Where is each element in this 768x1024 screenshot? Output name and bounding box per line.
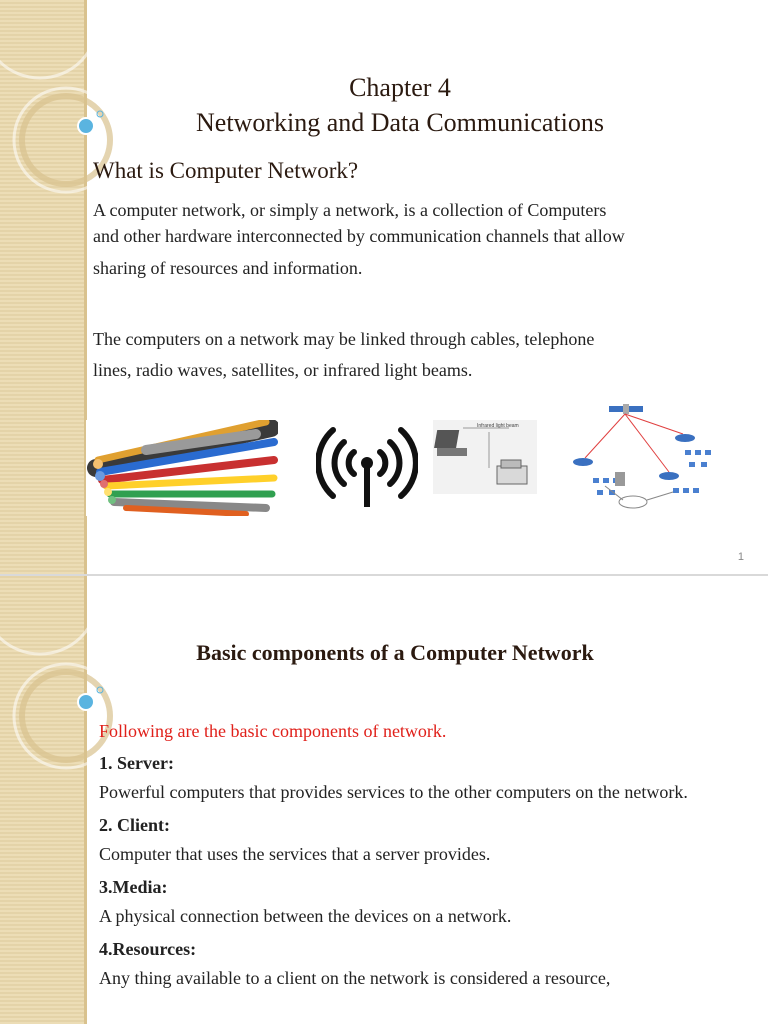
infrared-link-image (433, 420, 537, 494)
cables-image (86, 420, 278, 516)
components-list (99, 716, 739, 996)
paragraph-line: sharing of resources and information. (93, 258, 363, 278)
satellite-network-image (565, 400, 725, 518)
decorative-stripe (0, 0, 86, 574)
component-label-server: 1. Server: (99, 753, 174, 773)
components-intro: Following are the basic components of network. (99, 721, 447, 741)
component-desc-client: Computer that uses the services that a server provides. (99, 844, 491, 864)
paragraph-line: The computers on a network may be linked through cables, telephone (93, 329, 595, 349)
component-desc-server: Powerful computers that provides services to the other computers on the network. (99, 782, 688, 802)
component-label-client: 2. Client: (99, 815, 170, 835)
component-label-media: 3.Media: (99, 877, 168, 897)
chapter-title: Chapter 4 (349, 73, 451, 102)
links-paragraph (93, 324, 733, 386)
components-title: Basic components of a Computer Network (196, 640, 594, 665)
component-label-resources: 4.Resources: (99, 939, 197, 959)
definition-paragraph (93, 197, 733, 281)
component-desc-resources: Any thing available to a client on the network is considered a resource, (99, 968, 611, 988)
decorative-stripe (0, 576, 86, 1024)
component-desc-media: A physical connection between the devices on a network. (99, 906, 512, 926)
wireless-signal-icon (316, 418, 418, 508)
paragraph-line: and other hardware interconnected by communication channels that allow (93, 226, 625, 246)
stripe-edge (84, 576, 87, 1024)
slide-2 (0, 576, 768, 1024)
infrared-caption: Infrared light beam (477, 423, 519, 429)
paragraph-line: lines, radio waves, satellites, or infrared light beams. (93, 360, 473, 380)
section-heading: What is Computer Network? (93, 158, 359, 183)
chapter-subtitle: Networking and Data Communications (196, 108, 604, 137)
page-number: 1 (737, 551, 744, 563)
paragraph-line: A computer network, or simply a network, is a collection of Computers (93, 200, 607, 220)
